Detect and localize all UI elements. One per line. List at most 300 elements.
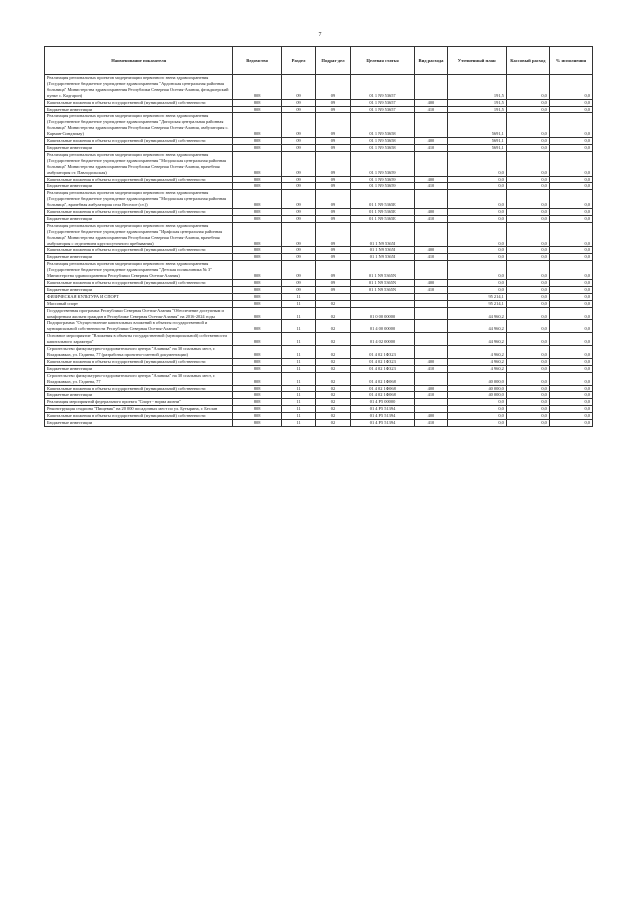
- cell-razdel: 09: [281, 280, 315, 287]
- cell-name: Бюджетные инвестиции: [45, 420, 233, 427]
- cell-vr: 400: [415, 176, 447, 183]
- cell-plan: 0,0: [447, 406, 506, 413]
- cell-csr: 01 4 02 1Ф323: [350, 346, 415, 359]
- cell-vr: [415, 75, 447, 100]
- cell-vr: 400: [415, 209, 447, 216]
- cell-pct: 0,0: [549, 176, 592, 183]
- cell-podrazdel: 09: [316, 144, 350, 151]
- cell-podrazdel: 09: [316, 151, 350, 176]
- cell-plan: 44 960,2: [447, 307, 506, 320]
- table-row: [45, 113, 593, 138]
- cell-name: Реализация региональных проектов модернизации первичного звена здравоохранения (Государственное бюджетное учреждение здравоохранения "Дигорская центральная районная больница" Министерства здравоохранения Республики Северная Осетия-Алания, амбулатория с. Карман-Синдзикау): [45, 113, 233, 138]
- cell-csr: 01 1 N9 53657: [350, 106, 415, 113]
- cell-csr: 01 1 N9 5365I: [350, 222, 415, 247]
- cell-podrazdel: 09: [316, 209, 350, 216]
- cell-razdel: 11: [281, 420, 315, 427]
- cell-ved: 808: [233, 385, 281, 392]
- cell-plan: 0,0: [447, 176, 506, 183]
- cell-csr: 01 4 P5 51394: [350, 420, 415, 427]
- cell-kass: 0,0: [506, 138, 549, 145]
- cell-kass: 0,0: [506, 254, 549, 261]
- cell-csr: 01 1 N9 53659: [350, 183, 415, 190]
- cell-name: Реализация региональных проектов модернизации первичного звена здравоохранения (Государственное бюджетное учреждение здравоохранения "Моздокская центральная районная больница", врачебная амбулатория села Веселое (ст.)): [45, 190, 233, 209]
- cell-name: Бюджетные инвестиции: [45, 286, 233, 293]
- cell-csr: 01 1 N9 5365E: [350, 209, 415, 216]
- cell-ved: 808: [233, 75, 281, 100]
- cell-vr: 410: [415, 365, 447, 372]
- header-pct: % исполнения: [549, 47, 592, 75]
- cell-podrazdel: 09: [316, 138, 350, 145]
- table-row: [45, 190, 593, 209]
- cell-razdel: 11: [281, 413, 315, 420]
- cell-plan: 95 214,1: [447, 293, 506, 300]
- cell-kass: 0,0: [506, 320, 549, 333]
- cell-pct: 0,0: [549, 144, 592, 151]
- cell-razdel: 09: [281, 113, 315, 138]
- cell-pct: 0,0: [549, 365, 592, 372]
- cell-pct: 0,0: [549, 75, 592, 100]
- table-row: [45, 215, 593, 222]
- cell-razdel: 09: [281, 254, 315, 261]
- cell-vr: 410: [415, 286, 447, 293]
- cell-razdel: 11: [281, 365, 315, 372]
- cell-pct: 0,0: [549, 222, 592, 247]
- cell-podrazdel: 09: [316, 106, 350, 113]
- cell-kass: 0,0: [506, 392, 549, 399]
- budget-execution-table: [44, 46, 593, 427]
- cell-razdel: 11: [281, 372, 315, 385]
- cell-ved: 808: [233, 113, 281, 138]
- cell-pct: 0,0: [549, 307, 592, 320]
- cell-vr: 410: [415, 144, 447, 151]
- cell-csr: 01 4 02 00000: [350, 333, 415, 346]
- cell-csr: [350, 300, 415, 307]
- cell-kass: 0,0: [506, 406, 549, 413]
- table-row: [45, 138, 593, 145]
- cell-name: Капитальные вложения в объекты государственной (муниципальной) собственности: [45, 247, 233, 254]
- cell-pct: 0,0: [549, 320, 592, 333]
- cell-name: Бюджетные инвестиции: [45, 392, 233, 399]
- cell-vr: [415, 333, 447, 346]
- table-row: [45, 106, 593, 113]
- cell-csr: 01 4 02 1Ф068: [350, 372, 415, 385]
- cell-plan: 40 000,0: [447, 392, 506, 399]
- cell-kass: 0,0: [506, 420, 549, 427]
- cell-podrazdel: 09: [316, 247, 350, 254]
- cell-kass: 0,0: [506, 176, 549, 183]
- cell-kass: 0,0: [506, 413, 549, 420]
- cell-podrazdel: 02: [316, 413, 350, 420]
- cell-name: Капитальные вложения в объекты государственной (муниципальной) собственности: [45, 413, 233, 420]
- cell-kass: 0,0: [506, 333, 549, 346]
- cell-ved: 808: [233, 144, 281, 151]
- cell-ved: 808: [233, 215, 281, 222]
- table-row: [45, 365, 593, 372]
- cell-csr: 01 1 N9 5365N: [350, 261, 415, 280]
- cell-podrazdel: 09: [316, 183, 350, 190]
- cell-csr: 01 4 P5 51394: [350, 413, 415, 420]
- cell-podrazdel: 09: [316, 280, 350, 287]
- cell-vr: [415, 346, 447, 359]
- cell-plan: 40 000,0: [447, 372, 506, 385]
- cell-plan: 0,0: [447, 399, 506, 406]
- cell-ved: 808: [233, 399, 281, 406]
- cell-pct: 0,0: [549, 300, 592, 307]
- cell-name: Бюджетные инвестиции: [45, 144, 233, 151]
- table-row: [45, 293, 593, 300]
- table-row: [45, 372, 593, 385]
- cell-podrazdel: 09: [316, 99, 350, 106]
- cell-podrazdel: [316, 293, 350, 300]
- header-vr: Вид расхода: [415, 47, 447, 75]
- table-row: [45, 413, 593, 420]
- cell-razdel: 09: [281, 176, 315, 183]
- cell-csr: 01 1 N9 53658: [350, 144, 415, 151]
- table-row: [45, 307, 593, 320]
- cell-plan: 191,5: [447, 75, 506, 100]
- cell-ved: 808: [233, 286, 281, 293]
- cell-kass: 0,0: [506, 75, 549, 100]
- cell-pct: 0,0: [549, 420, 592, 427]
- cell-ved: 808: [233, 320, 281, 333]
- table-row: [45, 406, 593, 413]
- table-row: [45, 247, 593, 254]
- cell-razdel: 09: [281, 106, 315, 113]
- cell-vr: [415, 261, 447, 280]
- table-body: [45, 75, 593, 427]
- cell-name: Капитальные вложения в объекты государственной (муниципальной) собственности: [45, 209, 233, 216]
- cell-pct: 0,0: [549, 406, 592, 413]
- cell-plan: 0,0: [447, 286, 506, 293]
- header-ved: Ведомство: [233, 47, 281, 75]
- cell-podrazdel: 02: [316, 307, 350, 320]
- cell-razdel: 09: [281, 215, 315, 222]
- cell-csr: 01 1 N9 5365N: [350, 286, 415, 293]
- cell-razdel: 09: [281, 99, 315, 106]
- cell-name: Государственная программа Республики Северная Осетия-Алания "Обеспечение доступным и комфортным жильем граждан в Республике Северная Осетия-Алания" на 2016-2024 годы: [45, 307, 233, 320]
- cell-kass: 0,0: [506, 293, 549, 300]
- cell-csr: 01 4 P5 00000: [350, 399, 415, 406]
- cell-plan: 0,0: [447, 151, 506, 176]
- cell-podrazdel: 02: [316, 385, 350, 392]
- cell-ved: 808: [233, 183, 281, 190]
- cell-vr: 410: [415, 420, 447, 427]
- table-row: [45, 333, 593, 346]
- cell-podrazdel: 02: [316, 392, 350, 399]
- cell-name: Реализация мероприятий федерального проекта "Спорт - норма жизни": [45, 399, 233, 406]
- cell-pct: 0,0: [549, 413, 592, 420]
- cell-name: Капитальные вложения в объекты государственной (муниципальной) собственности: [45, 280, 233, 287]
- cell-plan: 95 214,1: [447, 300, 506, 307]
- cell-ved: 808: [233, 365, 281, 372]
- cell-razdel: 11: [281, 399, 315, 406]
- cell-csr: 01 0 00 00000: [350, 307, 415, 320]
- cell-ved: 808: [233, 372, 281, 385]
- cell-ved: 808: [233, 293, 281, 300]
- cell-kass: 0,0: [506, 365, 549, 372]
- cell-razdel: 09: [281, 183, 315, 190]
- cell-pct: 0,0: [549, 280, 592, 287]
- cell-razdel: 11: [281, 358, 315, 365]
- cell-kass: 0,0: [506, 346, 549, 359]
- cell-name: Реализация региональных проектов модернизации первичного звена здравоохранения (Государственное бюджетное учреждение здравоохранения "Моздокская центральная районная больница" Министерства здравоохранения Республики Северная Осетия-Алания, врачебная амбулатория ст. Павлодольская): [45, 151, 233, 176]
- cell-podrazdel: 02: [316, 358, 350, 365]
- cell-ved: 808: [233, 209, 281, 216]
- cell-plan: 0,0: [447, 261, 506, 280]
- cell-pct: 0,0: [549, 209, 592, 216]
- cell-name: Бюджетные инвестиции: [45, 365, 233, 372]
- cell-name: Капитальные вложения в объекты государственной (муниципальной) собственности: [45, 176, 233, 183]
- cell-vr: [415, 190, 447, 209]
- cell-kass: 0,0: [506, 151, 549, 176]
- cell-razdel: 11: [281, 307, 315, 320]
- cell-name: Строительство физкультурно-оздоровительного центра "Аланика" на 30 спальных мест, г. Владикавказ, ул. Гадиева, 77: [45, 372, 233, 385]
- cell-plan: 4 960,2: [447, 346, 506, 359]
- cell-name: Бюджетные инвестиции: [45, 183, 233, 190]
- cell-csr: [350, 293, 415, 300]
- cell-name: Подпрограмма "Осуществление капитальных вложений в объекты государственной и муниципальной собственности Республики Северная Осетия-Алания": [45, 320, 233, 333]
- cell-pct: 0,0: [549, 190, 592, 209]
- cell-ved: 808: [233, 222, 281, 247]
- cell-vr: [415, 372, 447, 385]
- cell-csr: 01 4 02 1Ф323: [350, 365, 415, 372]
- cell-ved: 808: [233, 151, 281, 176]
- cell-ved: 808: [233, 346, 281, 359]
- cell-podrazdel: 02: [316, 372, 350, 385]
- cell-csr: 01 1 N9 5365I: [350, 247, 415, 254]
- cell-name: Капитальные вложения в объекты государственной (муниципальной) собственности: [45, 138, 233, 145]
- cell-razdel: 11: [281, 406, 315, 413]
- cell-kass: 0,0: [506, 99, 549, 106]
- cell-ved: 808: [233, 99, 281, 106]
- header-plan: Уточненный план: [447, 47, 506, 75]
- cell-plan: 40 000,0: [447, 385, 506, 392]
- table-row: [45, 346, 593, 359]
- cell-podrazdel: 09: [316, 261, 350, 280]
- cell-vr: [415, 406, 447, 413]
- cell-vr: 400: [415, 247, 447, 254]
- table-row: [45, 420, 593, 427]
- cell-kass: 0,0: [506, 247, 549, 254]
- cell-podrazdel: 09: [316, 190, 350, 209]
- header-kass: Кассовый расход: [506, 47, 549, 75]
- table-row: [45, 399, 593, 406]
- cell-plan: 0,0: [447, 420, 506, 427]
- cell-csr: 01 1 N9 5365E: [350, 215, 415, 222]
- table-row: [45, 99, 593, 106]
- cell-vr: 400: [415, 138, 447, 145]
- cell-pct: 0,0: [549, 372, 592, 385]
- table-row: [45, 392, 593, 399]
- cell-ved: 808: [233, 106, 281, 113]
- cell-csr: 01 4 00 00000: [350, 320, 415, 333]
- cell-vr: [415, 399, 447, 406]
- cell-kass: 0,0: [506, 399, 549, 406]
- cell-vr: [415, 222, 447, 247]
- cell-kass: 0,0: [506, 215, 549, 222]
- cell-plan: 4 960,2: [447, 365, 506, 372]
- table-row: [45, 358, 593, 365]
- cell-csr: 01 1 N9 53657: [350, 99, 415, 106]
- cell-kass: 0,0: [506, 280, 549, 287]
- cell-razdel: 09: [281, 247, 315, 254]
- cell-name: Реконструкция стадиона "Пищевик" на 20 000 посадочных мест по ул. Бутырина, г. Беслан: [45, 406, 233, 413]
- cell-plan: 0,0: [447, 247, 506, 254]
- cell-razdel: 09: [281, 286, 315, 293]
- table-row: [45, 254, 593, 261]
- cell-vr: 400: [415, 385, 447, 392]
- cell-kass: 0,0: [506, 372, 549, 385]
- cell-razdel: 11: [281, 385, 315, 392]
- cell-kass: 0,0: [506, 106, 549, 113]
- cell-plan: 0,0: [447, 413, 506, 420]
- cell-csr: 01 1 N9 5365E: [350, 190, 415, 209]
- cell-ved: 808: [233, 300, 281, 307]
- cell-razdel: 09: [281, 209, 315, 216]
- cell-kass: 0,0: [506, 385, 549, 392]
- cell-plan: 0,0: [447, 215, 506, 222]
- cell-ved: 808: [233, 280, 281, 287]
- cell-ved: 808: [233, 254, 281, 261]
- table-row: [45, 320, 593, 333]
- cell-vr: 410: [415, 392, 447, 399]
- cell-ved: 808: [233, 190, 281, 209]
- cell-vr: [415, 307, 447, 320]
- cell-razdel: 09: [281, 190, 315, 209]
- cell-razdel: 09: [281, 138, 315, 145]
- cell-podrazdel: 02: [316, 365, 350, 372]
- cell-pct: 0,0: [549, 138, 592, 145]
- cell-name: Реализация региональных проектов модернизации первичного звена здравоохранения (Государственное бюджетное учреждение здравоохранения "Ирафская центральная районная больница" Министерства здравоохранения Республики Северная Осетия-Алания, врачебная амбулатория с отделением круглосуточного пребывания): [45, 222, 233, 247]
- cell-ved: 808: [233, 333, 281, 346]
- cell-csr: 01 1 N9 5365I: [350, 254, 415, 261]
- cell-pct: 0,0: [549, 385, 592, 392]
- cell-kass: 0,0: [506, 307, 549, 320]
- cell-razdel: 11: [281, 392, 315, 399]
- cell-kass: 0,0: [506, 190, 549, 209]
- cell-vr: [415, 320, 447, 333]
- cell-kass: 0,0: [506, 113, 549, 138]
- cell-csr: 01 1 N9 53659: [350, 176, 415, 183]
- cell-csr: 01 4 02 1Ф068: [350, 392, 415, 399]
- cell-name: Бюджетные инвестиции: [45, 106, 233, 113]
- cell-csr: 01 4 02 1Ф068: [350, 385, 415, 392]
- cell-podrazdel: 02: [316, 346, 350, 359]
- cell-vr: 400: [415, 413, 447, 420]
- cell-pct: 0,0: [549, 106, 592, 113]
- cell-podrazdel: 09: [316, 113, 350, 138]
- cell-kass: 0,0: [506, 358, 549, 365]
- cell-podrazdel: 02: [316, 420, 350, 427]
- cell-name: ФИЗИЧЕСКАЯ КУЛЬТУРА И СПОРТ: [45, 293, 233, 300]
- cell-razdel: 11: [281, 293, 315, 300]
- table-row: [45, 222, 593, 247]
- cell-vr: [415, 293, 447, 300]
- cell-kass: 0,0: [506, 183, 549, 190]
- cell-razdel: 09: [281, 261, 315, 280]
- cell-kass: 0,0: [506, 144, 549, 151]
- cell-podrazdel: 02: [316, 320, 350, 333]
- cell-razdel: 11: [281, 333, 315, 346]
- cell-ved: 808: [233, 413, 281, 420]
- cell-pct: 0,0: [549, 333, 592, 346]
- cell-kass: 0,0: [506, 209, 549, 216]
- table-row: [45, 286, 593, 293]
- cell-plan: 4 960,2: [447, 358, 506, 365]
- cell-podrazdel: 02: [316, 406, 350, 413]
- cell-vr: 400: [415, 280, 447, 287]
- cell-kass: 0,0: [506, 261, 549, 280]
- cell-kass: 0,0: [506, 286, 549, 293]
- cell-vr: 410: [415, 215, 447, 222]
- cell-ved: 808: [233, 392, 281, 399]
- table-row: [45, 300, 593, 307]
- cell-name: Капитальные вложения в объекты государственной (муниципальной) собственности: [45, 358, 233, 365]
- cell-plan: 5691,1: [447, 113, 506, 138]
- cell-plan: 0,0: [447, 183, 506, 190]
- cell-vr: 410: [415, 254, 447, 261]
- cell-csr: 01 1 N9 5365N: [350, 280, 415, 287]
- table-row: [45, 261, 593, 280]
- table-row: [45, 144, 593, 151]
- cell-vr: 400: [415, 99, 447, 106]
- cell-podrazdel: 02: [316, 300, 350, 307]
- cell-pct: 0,0: [549, 247, 592, 254]
- cell-plan: 5691,1: [447, 144, 506, 151]
- cell-vr: 410: [415, 183, 447, 190]
- cell-plan: 191,5: [447, 99, 506, 106]
- cell-pct: 0,0: [549, 215, 592, 222]
- cell-plan: 0,0: [447, 190, 506, 209]
- header-razdel: Раздел: [281, 47, 315, 75]
- cell-pct: 0,0: [549, 261, 592, 280]
- table-row: [45, 209, 593, 216]
- cell-ved: 808: [233, 420, 281, 427]
- cell-name: Капитальные вложения в объекты государственной (муниципальной) собственности: [45, 385, 233, 392]
- cell-vr: 400: [415, 358, 447, 365]
- cell-pct: 0,0: [549, 392, 592, 399]
- cell-plan: 0,0: [447, 222, 506, 247]
- cell-razdel: 11: [281, 320, 315, 333]
- table-row: [45, 385, 593, 392]
- cell-ved: 808: [233, 406, 281, 413]
- cell-plan: 5691,1: [447, 138, 506, 145]
- cell-name: Реализация региональных проектов модернизации первичного звена здравоохранения (Государственное бюджетное учреждение здравоохранения "Детская поликлиника № 3" Министерства здравоохранения Республики Северная Осетия-Алания): [45, 261, 233, 280]
- cell-podrazdel: 09: [316, 176, 350, 183]
- cell-ved: 808: [233, 307, 281, 320]
- cell-kass: 0,0: [506, 222, 549, 247]
- cell-csr: 01 1 N9 53658: [350, 138, 415, 145]
- cell-pct: 0,0: [549, 99, 592, 106]
- cell-ved: 808: [233, 261, 281, 280]
- cell-name: Бюджетные инвестиции: [45, 215, 233, 222]
- cell-podrazdel: 09: [316, 222, 350, 247]
- cell-vr: 410: [415, 106, 447, 113]
- table-row: [45, 183, 593, 190]
- cell-pct: 0,0: [549, 183, 592, 190]
- cell-razdel: 09: [281, 75, 315, 100]
- cell-csr: 01 4 02 1Ф323: [350, 358, 415, 365]
- table-row: [45, 75, 593, 100]
- cell-razdel: 09: [281, 144, 315, 151]
- table-row: [45, 176, 593, 183]
- cell-podrazdel: 09: [316, 75, 350, 100]
- cell-name: Бюджетные инвестиции: [45, 254, 233, 261]
- cell-plan: 44 960,2: [447, 333, 506, 346]
- table-row: [45, 151, 593, 176]
- cell-plan: 191,5: [447, 106, 506, 113]
- cell-podrazdel: 09: [316, 254, 350, 261]
